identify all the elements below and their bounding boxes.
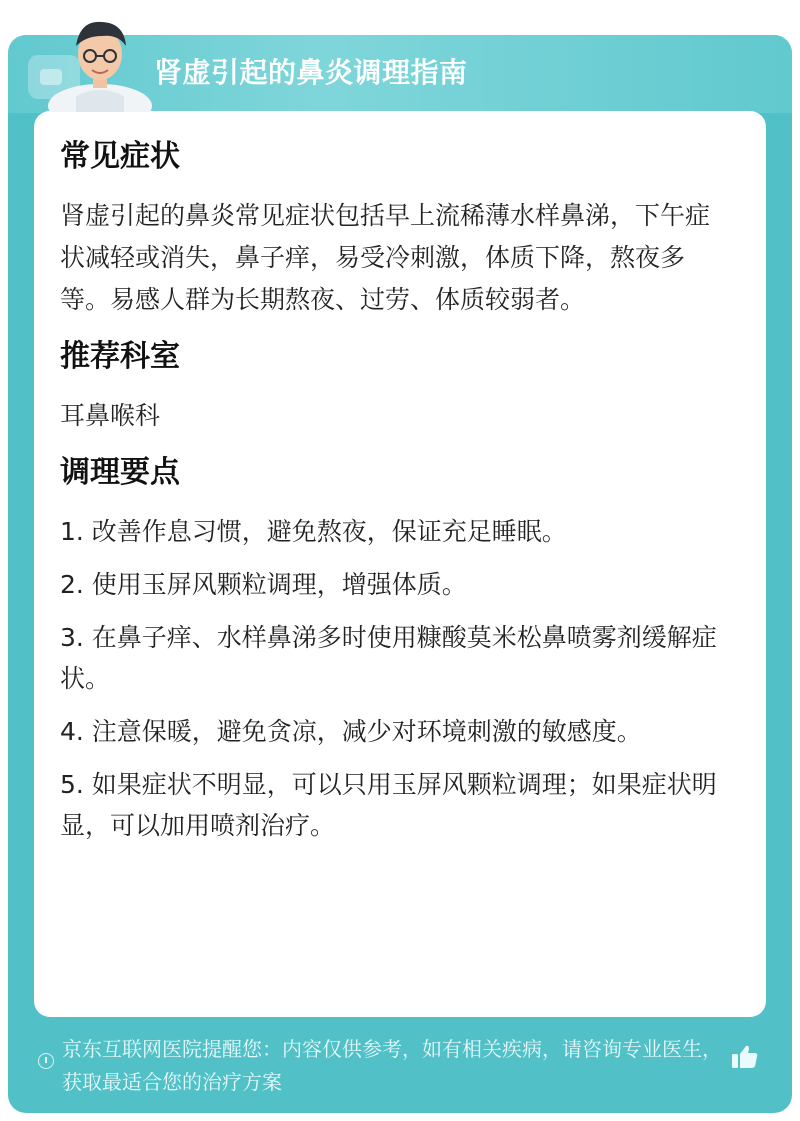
thumbs-up-icon[interactable] <box>728 1041 760 1073</box>
tip-item: 5. 如果症状不明显，可以只用玉屏风颗粒调理；如果症状明显，可以加用喷剂治疗。 <box>60 770 717 840</box>
guide-panel <box>8 35 792 1113</box>
department-heading: 推荐科室 <box>60 339 180 374</box>
tip-item: 3. 在鼻子痒、水样鼻涕多时使用糠酸莫米松鼻喷雾剂缓解症状。 <box>60 623 717 693</box>
tip-item: 4. 注意保暖，避免贪凉，减少对环境刺激的敏感度。 <box>60 717 642 746</box>
page-title: 肾虚引起的鼻炎调理指南 <box>154 56 468 89</box>
footer <box>8 1025 792 1113</box>
symptoms-text: 肾虚引起的鼻炎常见症状包括早上流稀薄水样鼻涕，下午症状减轻或消失，鼻子痒，易受冷刺激，体质下降，熬夜多等。易感人群为长期熬夜、过劳、体质较弱者。 <box>60 201 711 314</box>
tip-item: 2. 使用玉屏风颗粒调理，增强体质。 <box>60 570 467 599</box>
department-text: 耳鼻喉科 <box>60 401 161 430</box>
content-card <box>34 111 766 1017</box>
doctor-avatar <box>44 8 156 112</box>
symptoms-heading: 常见症状 <box>60 139 180 174</box>
footer-notice: 京东互联网医院提醒您：内容仅供参考，如有相关疾病，请咨询专业医生，获取最适合您的治疗方案 <box>62 1037 722 1094</box>
tip-item: 1. 改善作息习惯，避免熬夜，保证充足睡眠。 <box>60 517 567 546</box>
info-icon <box>38 1053 54 1069</box>
tips-heading: 调理要点 <box>60 455 180 490</box>
